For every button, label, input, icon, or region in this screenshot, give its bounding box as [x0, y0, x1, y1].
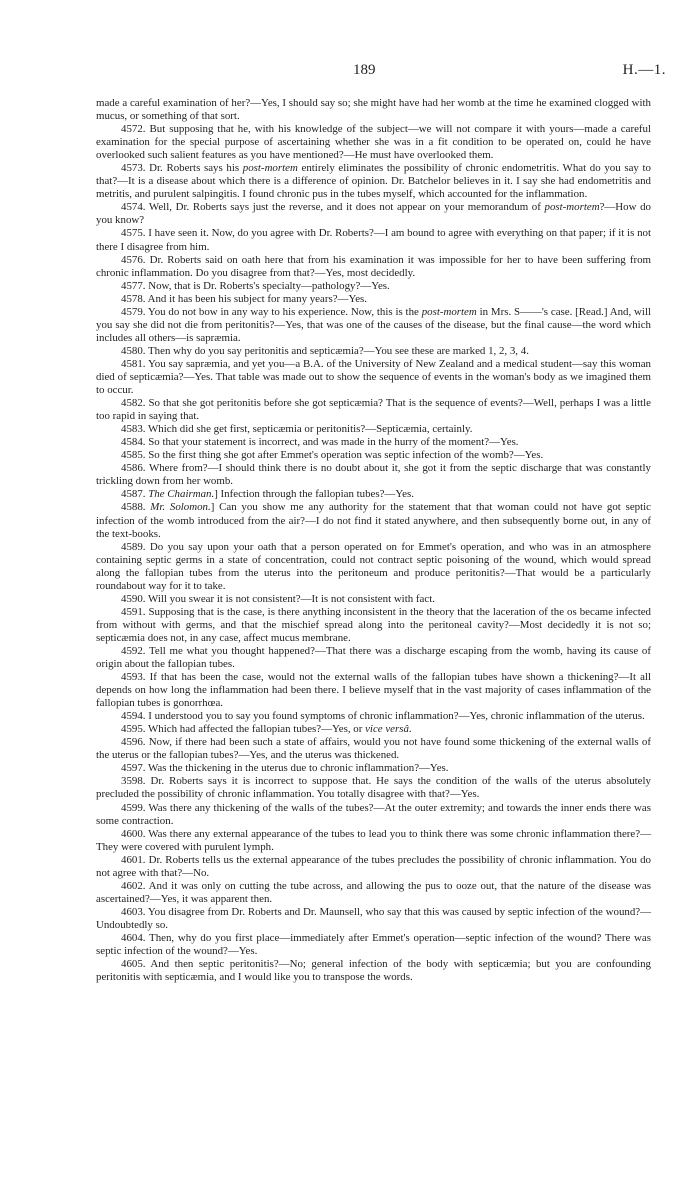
testimony-paragraph: 4596. Now, if there had been such a state of affairs, would you not have found some thickening of the external walls of the uterus or the fallopian tubes?—Yes, and the uterus was thickened. — [96, 736, 651, 762]
testimony-paragraph: 4588. Mr. Solomon.] Can you show me any authority for the statement that that woman could not have got septic infection of the womb introduced from the air?—I do not find it stated anywhere, and then subsequently borne out, in any of the text-books. — [96, 501, 651, 540]
testimony-paragraph: 4582. So that she got peritonitis before she got septicæmia? That is the sequence of events?—Well, perhaps I was a little too rapid in saying that. — [96, 397, 651, 423]
testimony-paragraph: 4599. Was there any thickening of the walls of the tubes?—At the outer extremity; and towards the inner ends there was some contraction. — [96, 801, 651, 827]
testimony-paragraph: 4572. But supposing that he, with his knowledge of the subject—we will not compare it with yours—made a careful examination for the special purpose of ascertaining whether she was in a fit condition to be operated on, could he have overlooked such salient features as you have mentioned?—He must have overlooked them. — [96, 123, 651, 162]
page-number: 189 — [353, 62, 376, 78]
testimony-paragraph: 4605. And then septic peritonitis?—No; general infection of the body with septicæmia; but you are confounding peritonitis with septicæmia, and I would like you to transpose the words. — [96, 958, 651, 984]
testimony-paragraph: 4593. If that has been the case, would not the external walls of the fallopian tubes have shown a thickening?—It all depends on how long the inflammation had been there. I believe myself that in the vast majority of cases inflammation of the fallopian tubes is gonorrhœa. — [96, 671, 651, 710]
testimony-paragraph: 4601. Dr. Roberts tells us the external appearance of the tubes precludes the possibility of chronic inflammation. You do not agree with that?—No. — [96, 853, 651, 879]
testimony-paragraph: 4594. I understood you to say you found symptoms of chronic inflammation?—Yes, chronic inflammation of the uterus. — [121, 710, 645, 723]
testimony-paragraph: made a careful examination of her?—Yes, I should say so; she might have had her womb at the time he examined clogged with mucus, or something of that sort. — [96, 97, 651, 123]
testimony-paragraph: 4577. Now, that is Dr. Roberts's specialty—pathology?—Yes. — [121, 279, 390, 292]
testimony-paragraph: 4602. And it was only on cutting the tube across, and allowing the pus to ooze out, that the nature of the disease was ascertained?—Yes, it was apparent then. — [96, 879, 651, 905]
testimony-paragraph: 4578. And it has been his subject for many years?—Yes. — [121, 292, 368, 305]
testimony-paragraph: 4600. Was there any external appearance of the tubes to lead you to think there was some chronic inflammation there?—They were covered with purulent lymph. — [96, 827, 651, 853]
page-header — [0, 62, 700, 82]
testimony-paragraph: 4584. So that your statement is incorrect, and was made in the hurry of the moment?—Yes. — [121, 436, 519, 449]
testimony-paragraph: 4576. Dr. Roberts said on oath here that from his examination it was impossible for her to have been suffering from chronic inflammation. Do you disagree from that?—Yes, most decidedly. — [96, 253, 651, 279]
testimony-paragraph: 4586. Where from?—I should think there is no doubt about it, she got it from the septic discharge that was constantly trickling down from her womb. — [96, 462, 651, 488]
testimony-paragraph: 4585. So the first thing she got after Emmet's operation was septic infection of the womb?—Yes. — [121, 449, 544, 462]
testimony-paragraph: 4581. You say sapræmia, and yet you—a B.A. of the University of New Zealand and a medical student—say this woman died of septicæmia?—Yes. That table was made out to show the sequence of events in the woman's body as we imagined them to occur. — [96, 357, 651, 397]
testimony-paragraph: 4575. I have seen it. Now, do you agree with Dr. Roberts?—I am bound to agree with everything on that paper; if it is not there I disagree from him. — [96, 227, 651, 253]
testimony-paragraph: 4573. Dr. Roberts says his post-mortem entirely eliminates the possibility of chronic endometritis. What do you say to that?—It is a disease about which there is a difference of opinion. Dr. Batchelor believes in it. I say she had endometritis and metritis, and purulent salpingitis. I found chronic pus in the tubes myself, which accounted for the inflammation. — [96, 162, 651, 201]
testimony-paragraph: 4583. Which did she get first, septicæmia or peritonitis?—Septicæmia, certainly. — [121, 423, 473, 436]
testimony-paragraph: 4592. Tell me what you thought happened?—That there was a discharge escaping from the womb, having its cause of origin about the fallopian tubes. — [96, 644, 651, 671]
document-reference: H.—1. — [622, 62, 666, 78]
testimony-paragraph: 4587. The Chairman.] Infection through the fallopian tubes?—Yes. — [121, 488, 414, 501]
testimony-paragraph: 4604. Then, why do you first place—immediately after Emmet's operation—septic infection of the wound? There was septic infection of the wound?—Yes. — [96, 932, 651, 958]
testimony-paragraph: 3598. Dr. Roberts says it is incorrect to suppose that. He says the condition of the walls of the uterus absolutely precluded the possibility of chronic inflammation. You totally disagree with that?—Yes. — [96, 775, 651, 801]
testimony-paragraph: 4580. Then why do you say peritonitis and septicæmia?—You see these are marked 1, 2, 3, 4. — [121, 344, 529, 357]
document-body — [96, 97, 651, 984]
testimony-paragraph: 4579. You do not bow in any way to his experience. Now, this is the post-mortem in Mrs. S——'s case. [Read.] And, will you say she did not die from peritonitis?—Yes, that was one of the causes of the disease, but the final cause—the word which includes all others—is sapræmia. — [96, 305, 651, 344]
testimony-paragraph: 4590. Will you swear it is not consistent?—It is not consistent with fact. — [121, 592, 435, 605]
testimony-paragraph: 4595. Which had affected the fallopian tubes?—Yes, or vice versâ. — [121, 723, 412, 736]
testimony-paragraph: 4574. Well, Dr. Roberts says just the reverse, and it does not appear on your memorandum of post-mortem?—How do you know? — [96, 201, 651, 227]
testimony-paragraph: 4603. You disagree from Dr. Roberts and Dr. Maunsell, who say that this was caused by septic infection of the wound?—Undoubtedly so. — [96, 905, 651, 931]
testimony-paragraph: 4591. Supposing that is the case, is there anything inconsistent in the theory that the laceration of the os became infected from without with germs, and that the mischief spread along into the peritoneal cavity?—Most decidedly it is not so; septicæmia does not, in any case, affect mucus membrane. — [96, 605, 651, 644]
testimony-paragraph: 4597. Was the thickening in the uterus due to chronic inflammation?—Yes. — [121, 762, 449, 775]
testimony-paragraph: 4589. Do you say upon your oath that a person operated on for Emmet's operation, and who was in an atmosphere containing septic germs in a state of concentration, could not contract septic poisoning of the wound, which would spread along the fallopian tubes from the uterus into the peritoneum and produce peritonitis?—That would be a particularly roundabout way for it to take. — [96, 540, 651, 592]
